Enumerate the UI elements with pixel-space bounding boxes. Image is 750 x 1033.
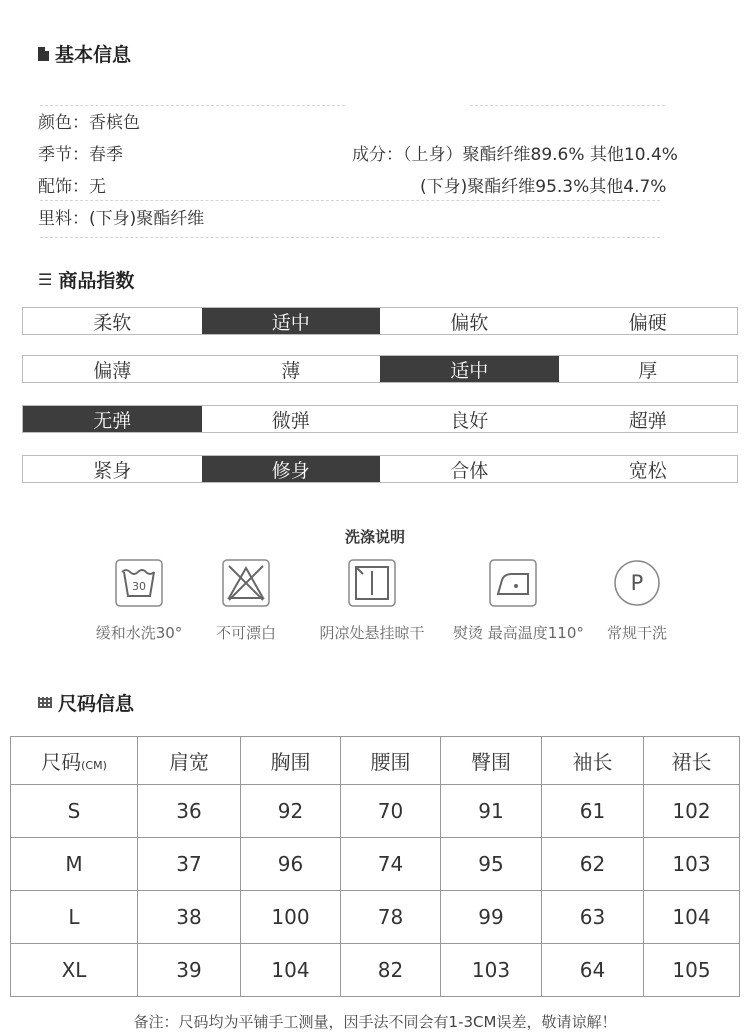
table-cell: 105 xyxy=(644,944,740,997)
wash-label: 阴凉处悬挂晾干 xyxy=(319,624,425,642)
column-header: 裙长 xyxy=(644,737,740,785)
table-row xyxy=(11,944,740,997)
season-info: 季节：春季 xyxy=(38,145,123,165)
table-cell: 102 xyxy=(644,785,740,838)
list-icon: ☰ xyxy=(38,270,53,289)
table-cell: 64 xyxy=(542,944,644,997)
table-cell: L xyxy=(11,891,138,944)
index-option: 良好 xyxy=(450,409,489,432)
table-cell: 82 xyxy=(341,944,441,997)
column-header: 肩宽 xyxy=(138,737,241,785)
size-info-title-text: 尺码信息 xyxy=(58,693,135,715)
index-option: 无弹 xyxy=(23,406,202,432)
index-option: 偏硬 xyxy=(628,311,667,334)
wash-temp-badge: 30 xyxy=(132,580,146,593)
index-option: 合体 xyxy=(450,459,489,482)
index-option: 薄 xyxy=(281,359,301,382)
table-cell: 92 xyxy=(241,785,341,838)
fit-index-row xyxy=(22,455,738,483)
table-cell: 38 xyxy=(138,891,241,944)
column-header: 袖长 xyxy=(542,737,644,785)
wash-item xyxy=(79,558,199,643)
table-cell: 99 xyxy=(441,891,542,944)
index-option: 适中 xyxy=(202,308,381,334)
table-cell: 103 xyxy=(441,944,542,997)
divider xyxy=(470,105,665,106)
wash-label: 不可漂白 xyxy=(215,624,276,642)
table-cell: 104 xyxy=(644,891,740,944)
lining-info: 里料：(下身)聚酯纤维 xyxy=(38,209,205,229)
dry-clean-icon xyxy=(612,558,662,608)
basic-info-title-text: 基本信息 xyxy=(55,44,132,66)
table-cell: 36 xyxy=(138,785,241,838)
dry-clean-badge: P xyxy=(630,571,644,595)
index-option: 微弹 xyxy=(271,409,310,432)
thickness-index-row xyxy=(22,355,738,383)
table-cell: 39 xyxy=(138,944,241,997)
table-row xyxy=(11,838,740,891)
table-cell: 103 xyxy=(644,838,740,891)
table-cell: 96 xyxy=(241,838,341,891)
wash-item xyxy=(186,558,306,643)
table-cell: 70 xyxy=(341,785,441,838)
wash-item xyxy=(312,558,432,643)
index-option: 超弹 xyxy=(628,409,667,432)
product-index-title xyxy=(38,266,134,293)
column-header: 腰围 xyxy=(341,737,441,785)
divider xyxy=(40,237,660,238)
elasticity-index-row xyxy=(22,405,738,433)
table-cell: 62 xyxy=(542,838,644,891)
index-option: 适中 xyxy=(380,356,559,382)
line-dry-shade-icon xyxy=(347,558,397,608)
index-option: 紧身 xyxy=(93,459,132,482)
divider xyxy=(40,200,660,201)
table-cell: 61 xyxy=(542,785,644,838)
divider xyxy=(40,105,345,106)
softness-index-row xyxy=(22,307,738,335)
composition-top-info: 成分：（上身）聚酯纤维89.6% 其他10.4% xyxy=(352,145,678,165)
table-header-row xyxy=(11,737,740,785)
table-row xyxy=(11,891,740,944)
table-cell: 78 xyxy=(341,891,441,944)
wash-item xyxy=(577,558,697,643)
index-option: 宽松 xyxy=(628,459,667,482)
product-index-title-text: 商品指数 xyxy=(58,270,135,292)
table-cell: 37 xyxy=(138,838,241,891)
column-header: 臀围 xyxy=(441,737,542,785)
table-cell: 95 xyxy=(441,838,542,891)
document-icon xyxy=(38,47,49,61)
no-bleach-icon xyxy=(221,558,271,608)
wash-label: 常规干洗 xyxy=(606,624,667,642)
size-table xyxy=(10,736,740,997)
washing-title: 洗涤说明 xyxy=(344,528,405,546)
composition-bottom-info: (下身)聚酯纤维95.3%其他4.7% xyxy=(420,177,667,197)
table-icon xyxy=(38,697,52,708)
table-cell: 104 xyxy=(241,944,341,997)
column-header-size: 尺码(CM) xyxy=(11,737,138,785)
table-cell: 91 xyxy=(441,785,542,838)
table-cell: M xyxy=(11,838,138,891)
column-header: 胸围 xyxy=(241,737,341,785)
size-note: 备注：尺码均为平铺手工测量，因手法不同会有1-3CM误差，敬请谅解！ xyxy=(133,1013,617,1031)
table-cell: S xyxy=(11,785,138,838)
table-cell: 74 xyxy=(341,838,441,891)
index-option: 厚 xyxy=(638,359,658,382)
index-option: 偏软 xyxy=(450,311,489,334)
wash-label: 熨烫 最高温度110° xyxy=(453,624,584,642)
table-cell: 63 xyxy=(542,891,644,944)
size-info-title xyxy=(38,689,134,716)
color-info: 颜色：香槟色 xyxy=(38,113,140,133)
table-cell: 100 xyxy=(241,891,341,944)
accessory-info: 配饰：无 xyxy=(38,177,106,197)
index-option: 偏薄 xyxy=(93,359,132,382)
table-cell: XL xyxy=(11,944,138,997)
table-row xyxy=(11,785,740,838)
wash-label: 缓和水洗30° xyxy=(95,624,183,642)
index-option: 柔软 xyxy=(93,311,132,334)
iron-icon xyxy=(488,558,538,608)
index-option: 修身 xyxy=(202,456,381,482)
wash-30-icon xyxy=(114,558,164,608)
wash-item xyxy=(453,558,584,643)
basic-info-title xyxy=(38,40,131,67)
